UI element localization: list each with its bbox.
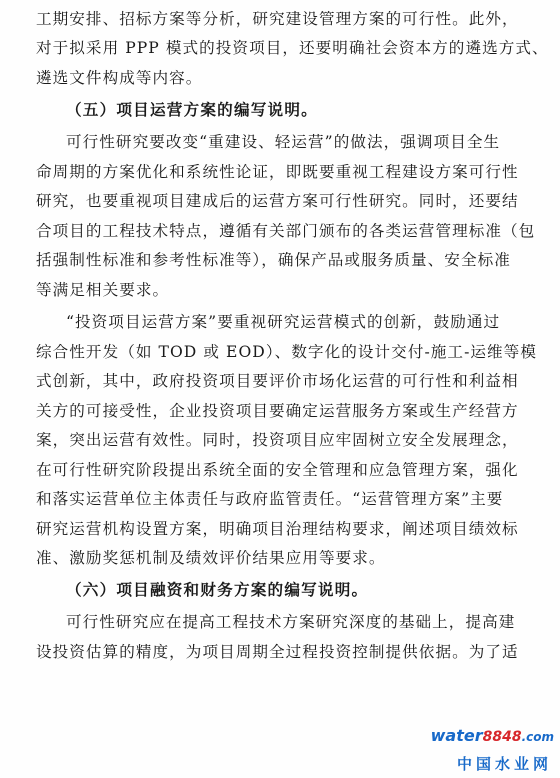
- site-watermark: [404, 726, 554, 774]
- paragraph-line: 研究，也要重视项目建成后的运营方案可行性研究。同时，还要结: [36, 192, 519, 210]
- paragraph-line: “投资项目运营方案”要重视研究运营模式的创新，鼓励通过: [66, 313, 501, 331]
- paragraph-line: 工期安排、招标方案等分析，研究建设管理方案的可行性。此外，: [36, 10, 519, 28]
- paragraph-line: 式创新，其中，政府投资项目要评价市场化运营的可行性和利益相: [36, 372, 519, 390]
- section-heading-6: （六）项目融资和财务方案的编写说明。: [66, 581, 369, 599]
- watermark-logo: water8848.com: [430, 726, 554, 745]
- paragraph-line: 等满足相关要求。: [36, 281, 170, 299]
- paragraph-line: 对于拟采用 PPP 模式的投资项目，还要明确社会资本方的遴选方式、: [36, 39, 549, 57]
- paragraph-line: 和落实运营单位主体责任与政府监管责任。“运营管理方案”主要: [36, 490, 504, 508]
- paragraph-line: 遴选文件构成等内容。: [36, 69, 203, 87]
- paragraph-line: 在可行性研究阶段提出系统全面的安全管理和应急管理方案，强化: [36, 461, 519, 479]
- paragraph-line: 准、激励奖惩机制及绩效评价结果应用等要求。: [36, 549, 386, 567]
- paragraph-line: 命周期的方案优化和系统性论证，即既要重视工程建设方案可行性: [36, 163, 519, 181]
- paragraph-line: 研究运营机构设置方案，明确项目治理结构要求，阐述项目绩效标: [36, 520, 519, 538]
- paragraph-line: 可行性研究应在提高工程技术方案研究深度的基础上，提高建: [66, 613, 516, 631]
- paragraph-line: 设投资估算的精度，为项目周期全过程投资控制提供依据。为了适: [36, 643, 519, 661]
- paragraph-line: 案，突出运营有效性。同时，投资项目应牢固树立安全发展理念，: [36, 431, 519, 449]
- paragraph-line: 关方的可接受性，企业投资项目要确定运营服务方案或生产经营方: [36, 402, 519, 420]
- paragraph-line: 综合性开发（如 TOD 或 EOD）、数字化的设计交付-施工-运维等模: [36, 343, 537, 361]
- paragraph-line: 可行性研究要改变“重建设、轻运营”的做法，强调项目全生: [66, 133, 501, 151]
- paragraph-line: 括强制性标准和参考性标准等），确保产品或服务质量、安全标准: [36, 251, 511, 269]
- section-heading-5: （五）项目运营方案的编写说明。: [66, 101, 318, 119]
- paragraph-line: 合项目的工程技术特点，遵循有关部门颁布的各类运营管理标准（包: [36, 222, 536, 240]
- watermark-site-name: 中国水业网: [456, 755, 552, 773]
